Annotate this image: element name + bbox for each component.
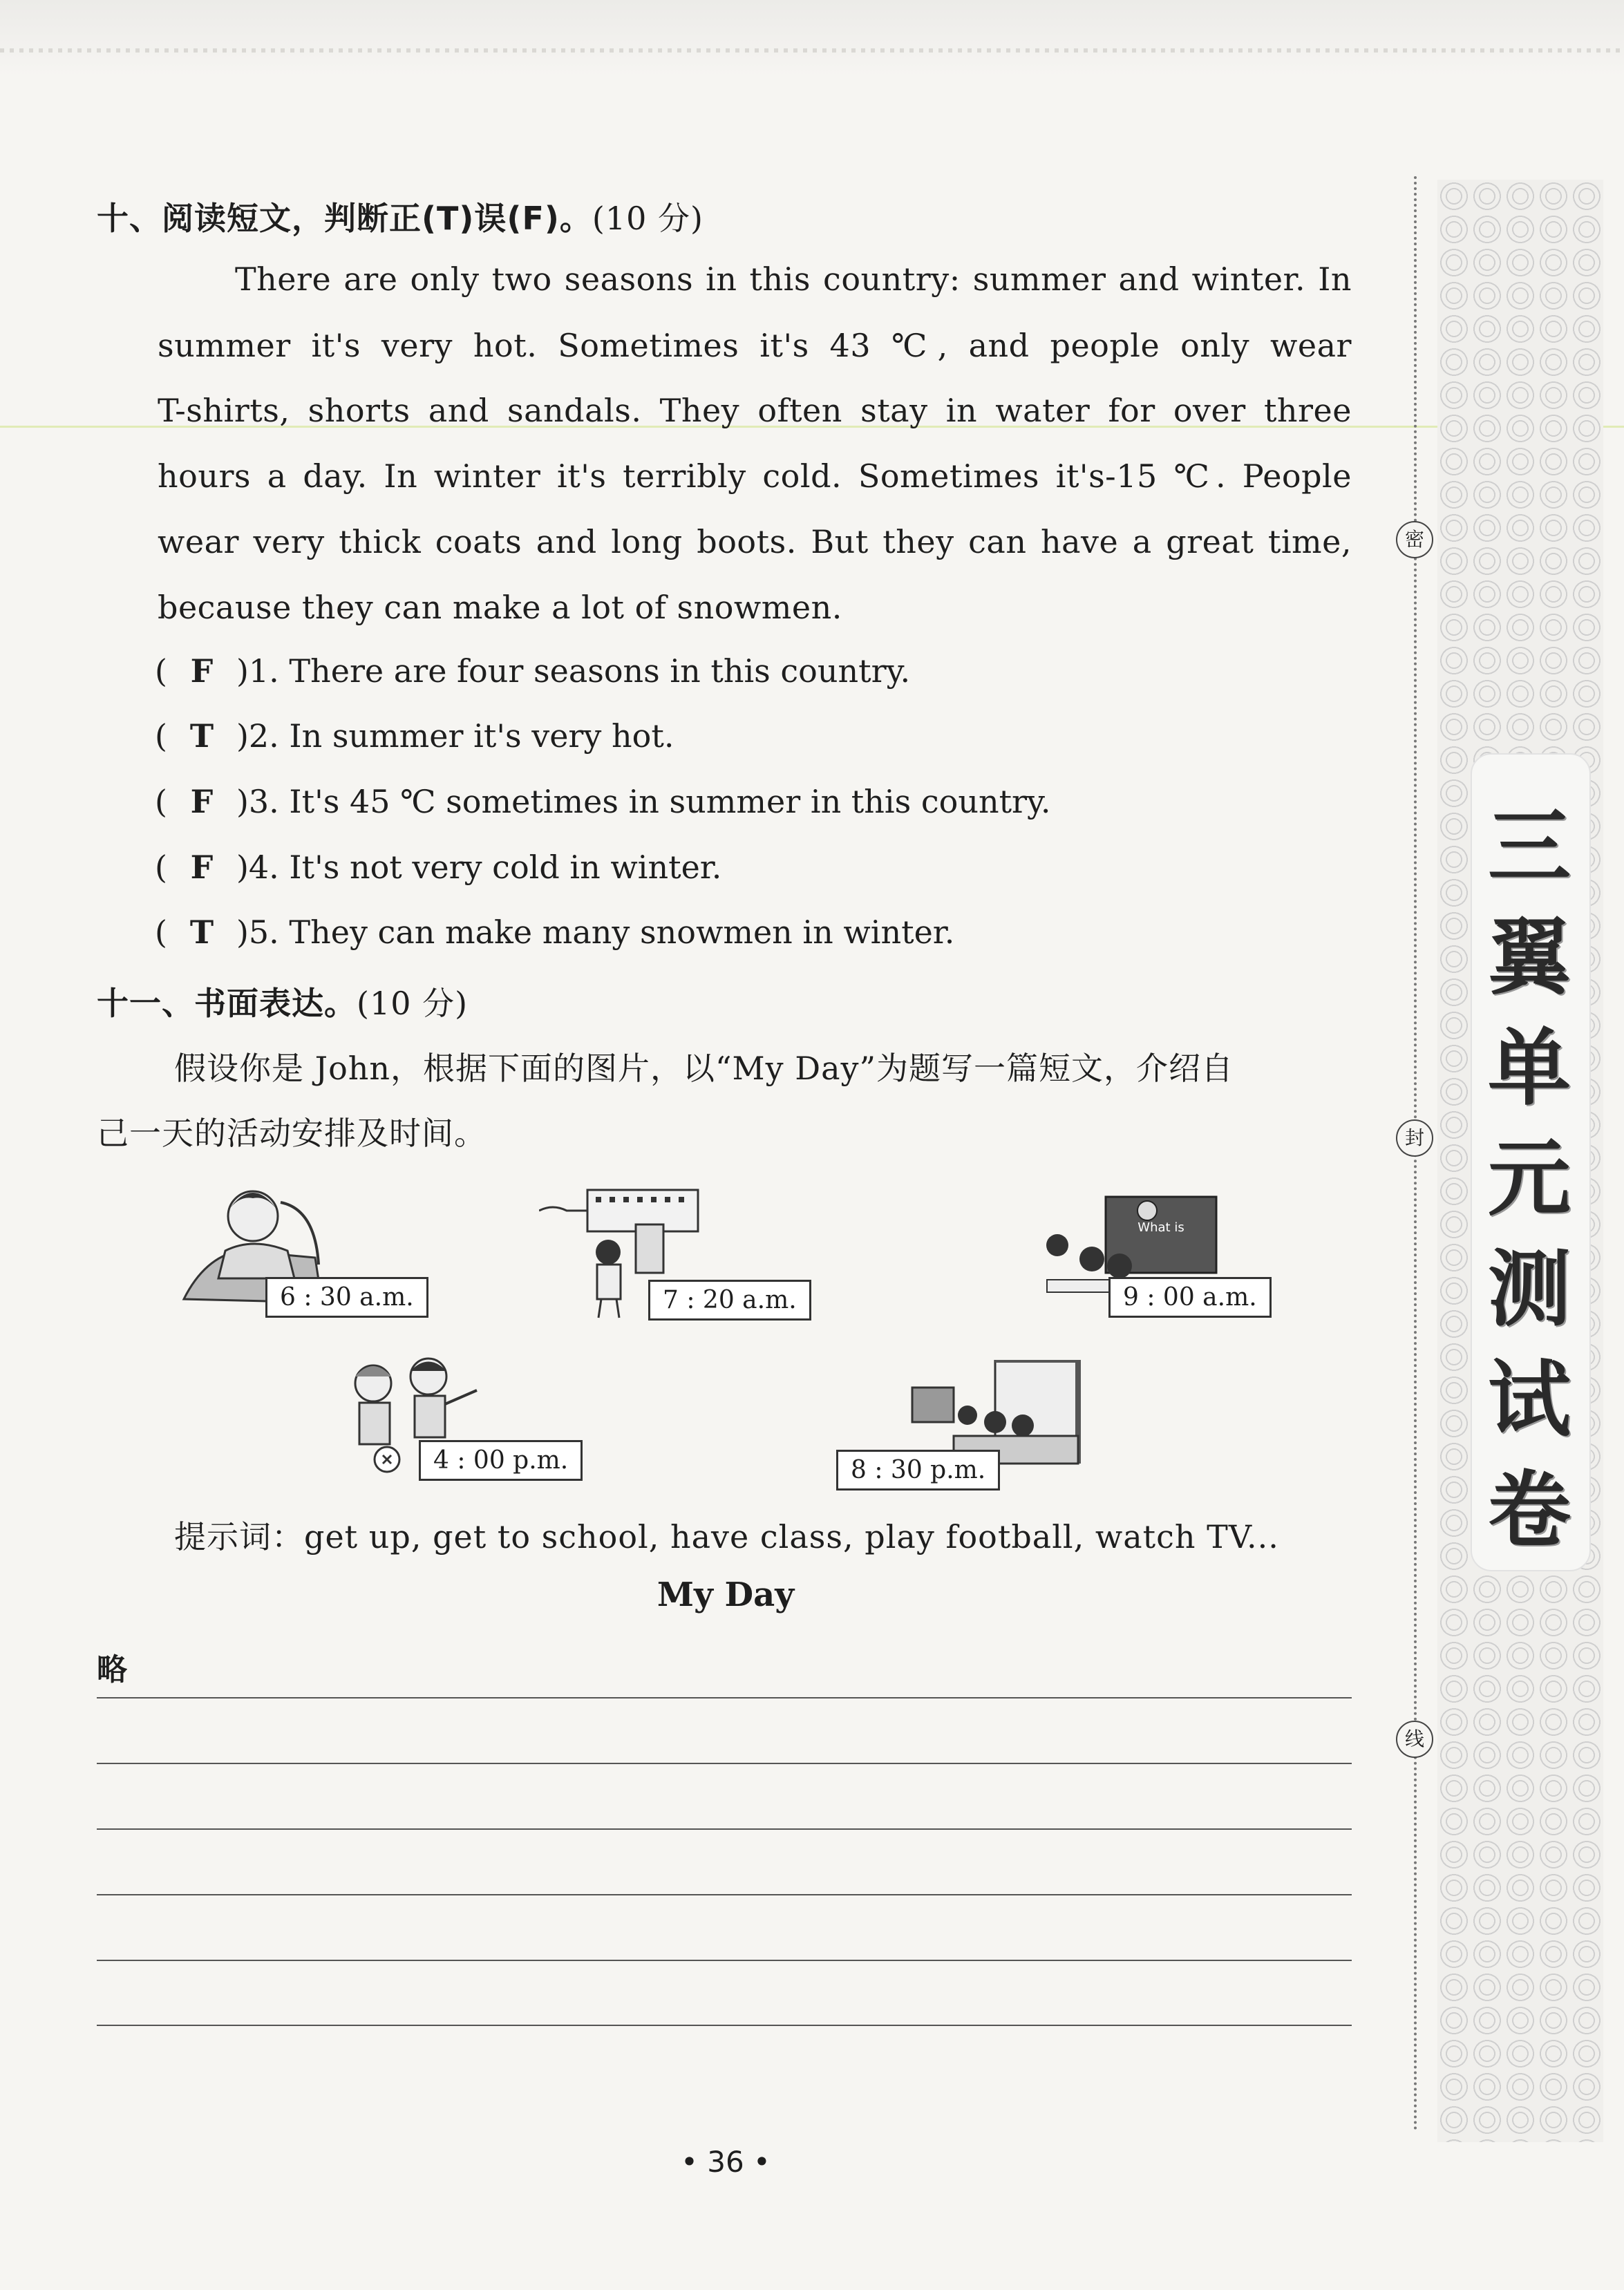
answer-mark: T: [189, 914, 214, 951]
passage-line: hours a day. In winter it's terribly cold. Sometimes it's-15 ℃. People: [158, 457, 1352, 495]
side-title-char: 单: [1488, 1021, 1571, 1117]
page-number: • 36 •: [681, 2145, 771, 2179]
passage-line: summer it's very hot. Sometimes it's 43 ℃, and people only wear: [158, 327, 1352, 364]
seal-mark: 封: [1396, 1119, 1433, 1157]
writing-line: [97, 1697, 1352, 1698]
writing-line: [97, 1763, 1352, 1764]
question-2: ( T )2. In summer it's very hot.: [155, 717, 674, 755]
essay-answer: 略: [97, 1652, 127, 1687]
time-label: 6 : 30 a.m.: [265, 1277, 428, 1318]
question-4: ( F )4. It's not very cold in winter.: [155, 849, 722, 886]
writing-line: [97, 1960, 1352, 1961]
side-title-char: 三: [1488, 799, 1571, 896]
section-11-heading: 十一、书面表达。(10 分): [97, 985, 469, 1022]
passage-line: because they can make a lot of snowmen.: [158, 589, 842, 626]
writing-line: [97, 2025, 1352, 2026]
section-10-heading: 十、阅读短文，判断正(T)误(F)。(10 分): [97, 200, 704, 237]
writing-line: [97, 1894, 1352, 1895]
top-dotted-rule: [0, 48, 1624, 53]
hint-words: 提示词：get up, get to school, have class, play football, watch TV...: [174, 1518, 1279, 1555]
seal-mark: 线: [1396, 1721, 1433, 1758]
seal-mark: 密: [1396, 521, 1433, 558]
blackboard-text: What is: [1137, 1220, 1184, 1235]
side-title-char: 元: [1488, 1131, 1571, 1227]
question-1: ( F )1. There are four seasons in this country.: [155, 652, 911, 690]
top-band: [0, 0, 1624, 76]
answer-mark: F: [190, 783, 214, 820]
passage-line: T-shirts, shorts and sandals. They often stay in water for over three: [158, 392, 1352, 429]
question-5: ( T )5. They can make many snowmen in winter.: [155, 914, 955, 951]
time-label: 9 : 00 a.m.: [1108, 1277, 1272, 1318]
side-title-char: 试: [1488, 1352, 1571, 1448]
essay-title: My Day: [657, 1575, 795, 1614]
writing-line: [97, 1828, 1352, 1830]
question-3: ( F )3. It's 45 ℃ sometimes in summer in this country.: [155, 783, 1051, 820]
side-title-char: 测: [1488, 1242, 1571, 1338]
instruction-line: 己一天的活动安排及时间。: [97, 1115, 487, 1152]
passage-line: There are only two seasons in this country: summer and winter. In: [235, 261, 1352, 298]
time-label: 4 : 00 p.m.: [419, 1440, 583, 1481]
passage-line: wear very thick coats and long boots. But they can have a great time,: [158, 523, 1352, 560]
time-label: 7 : 20 a.m.: [648, 1280, 811, 1321]
instruction-line: 假设你是 John，根据下面的图片，以“My Day”为题写一篇短文，介绍自: [174, 1050, 1234, 1087]
time-label: 8 : 30 p.m.: [836, 1450, 1000, 1491]
side-title-char: 卷: [1488, 1463, 1571, 1559]
answer-mark: T: [189, 717, 214, 755]
side-title-char: 翼: [1488, 910, 1571, 1006]
answer-mark: F: [190, 849, 214, 886]
answer-mark: F: [190, 652, 214, 690]
